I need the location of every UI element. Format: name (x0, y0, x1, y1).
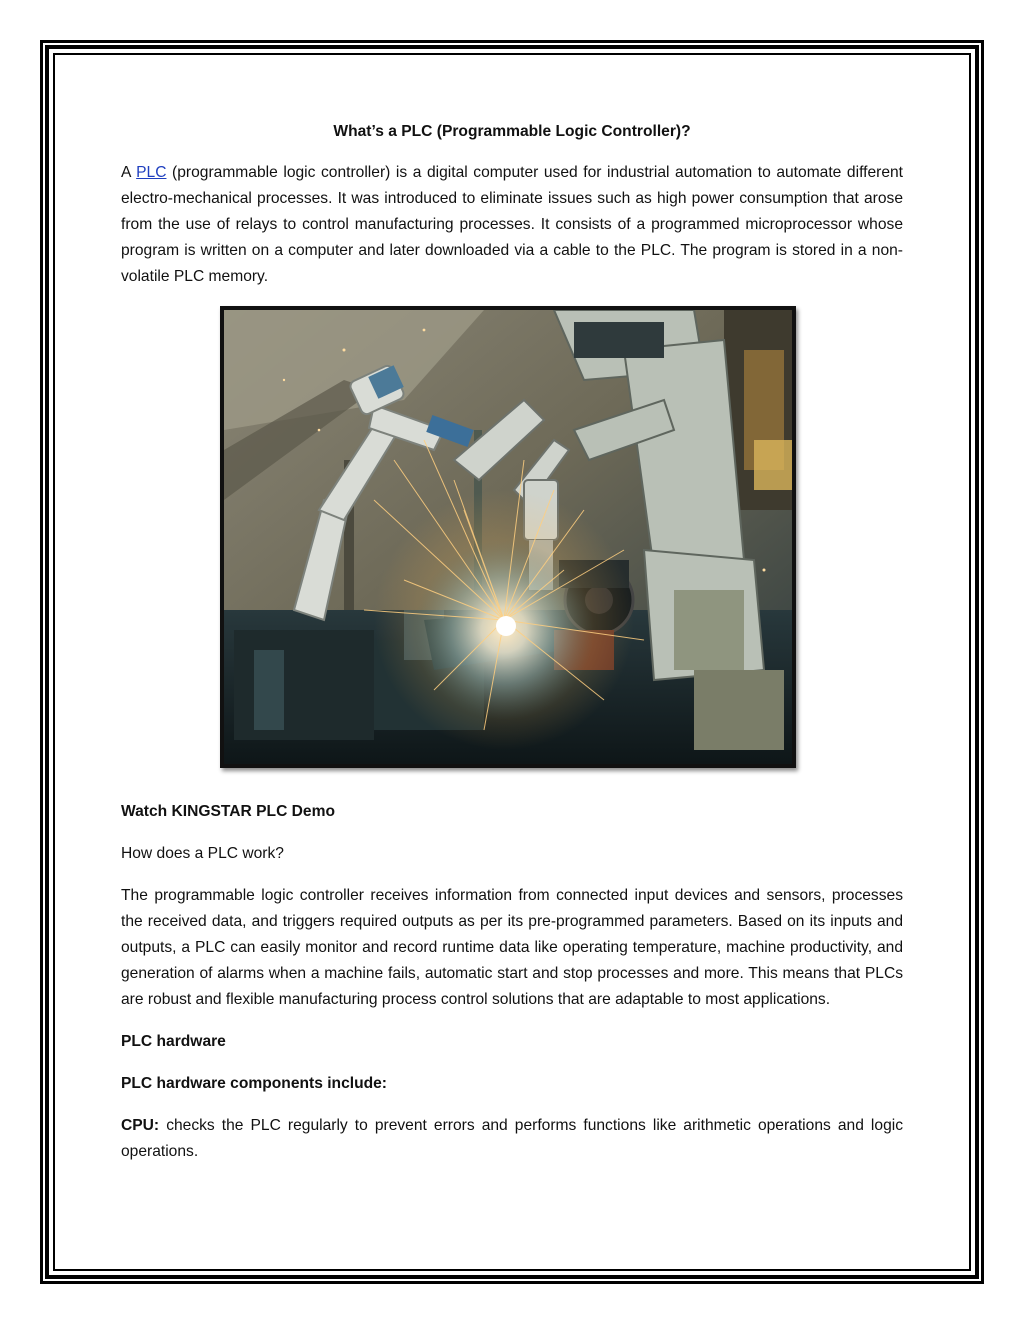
components-heading: PLC hardware components include: (121, 1075, 387, 1092)
hardware-heading: PLC hardware (121, 1033, 226, 1050)
how-paragraph: The programmable logic controller receives information from connected input devices and sensors, processes the received data, and triggers required outputs as per its pre-programmed parameters. Based on its inputs and outputs, a PLC can easily monitor and record runtime data like operating temperature, machine productivity, and generation of alarms when a machine fails, automatic start and stop processes and more. This means that PLCs are robust and flexible manufacturing process control solutions that are adaptable to most applications. (121, 887, 903, 1008)
cpu-label: CPU: (121, 1117, 160, 1134)
intro-prefix: A (121, 164, 137, 181)
demo-heading[interactable]: Watch KINGSTAR PLC Demo (121, 803, 335, 820)
intro-paragraph (121, 160, 903, 290)
welding-robots-photo (220, 306, 796, 768)
welding-robots-photo-icon (224, 310, 792, 764)
cpu-paragraph (121, 1113, 903, 1165)
cpu-text: checks the PLC regularly to prevent errors and performs functions like arithmetic operations and logic operations. (121, 1117, 903, 1160)
document-body (121, 119, 903, 1181)
intro-text: (programmable logic controller) is a digital computer used for industrial automation to automate different electro-mechanical processes. It was introduced to eliminate issues such as high power consumption that arose from the use of relays to control manufacturing processes. It consists of a programmed microprocessor whose program is written on a computer and later downloaded via a cable to the PLC. The program is stored in a non-volatile PLC memory. (121, 164, 903, 285)
document-title: What’s a PLC (Programmable Logic Controller)? (333, 123, 691, 140)
how-heading: How does a PLC work? (121, 845, 284, 862)
plc-link[interactable]: PLC (136, 164, 167, 181)
